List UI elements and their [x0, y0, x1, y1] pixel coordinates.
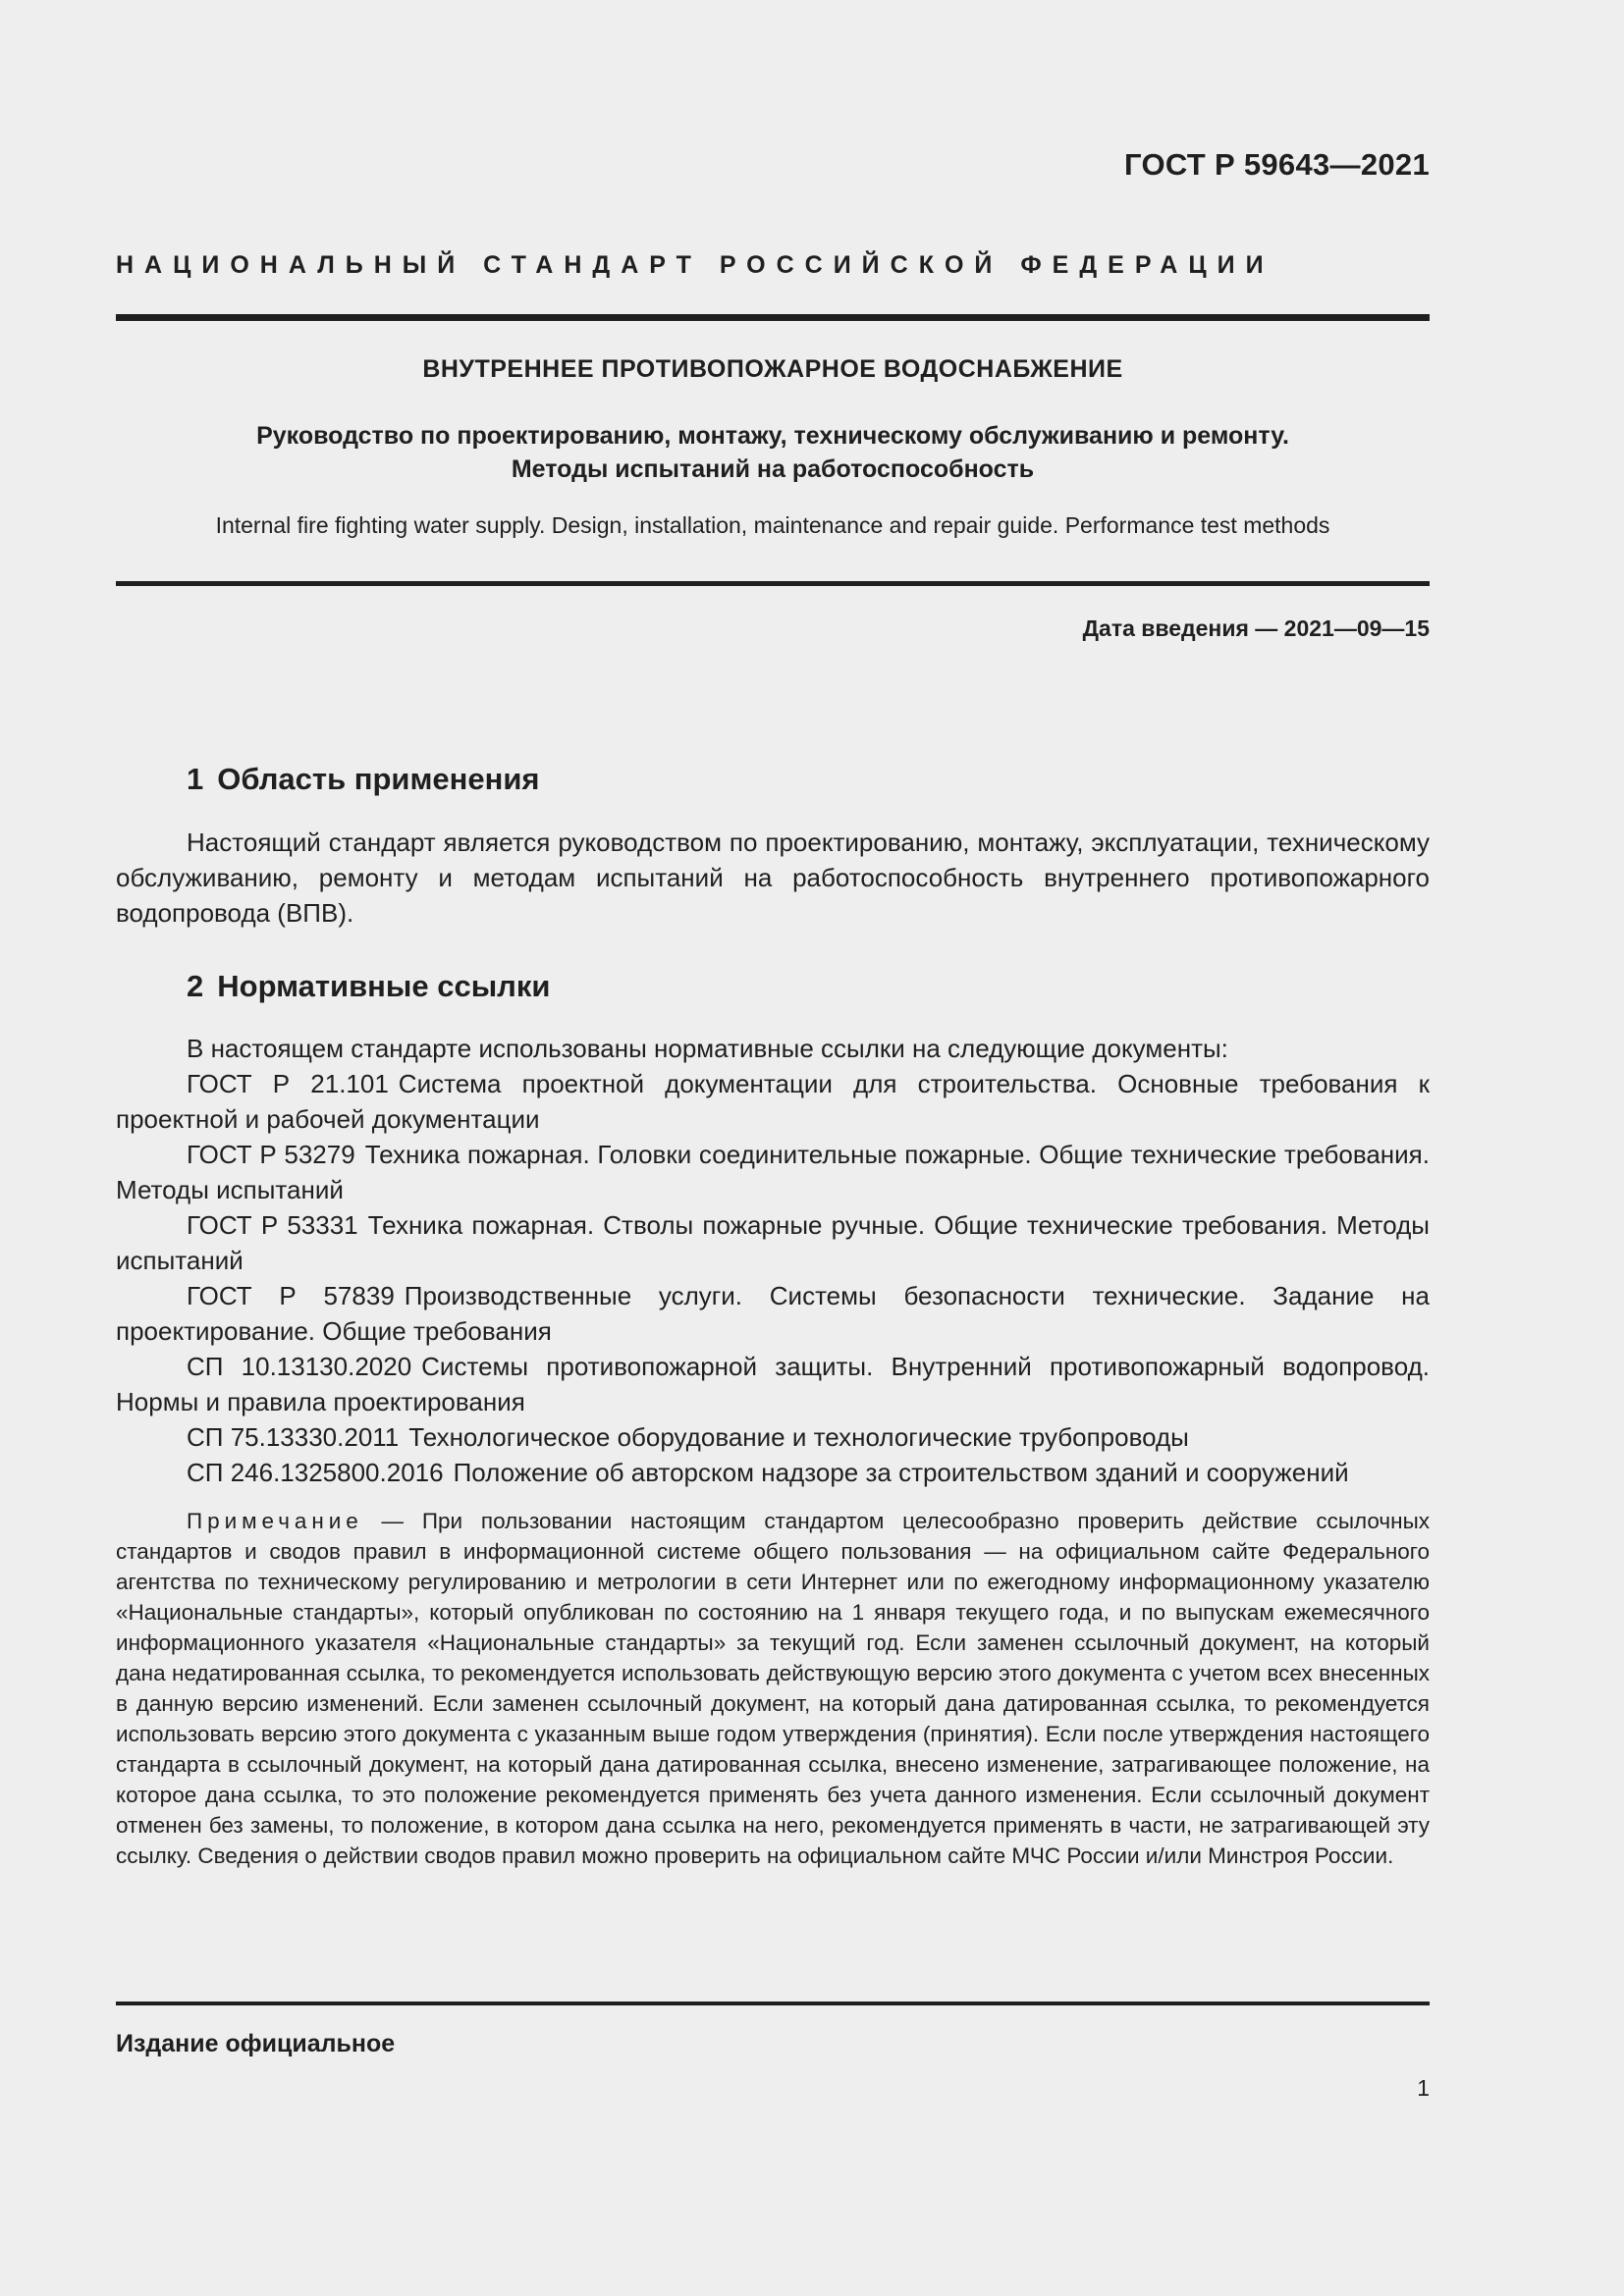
- note-paragraph: [116, 1506, 1430, 1871]
- reference-code: СП 75.13330.2011: [187, 1422, 400, 1452]
- edition-label: Издание официальное: [116, 2030, 396, 2057]
- reference-code: ГОСТ Р 57839: [187, 1281, 395, 1310]
- reference-item: [116, 1349, 1430, 1419]
- reference-item: [116, 1419, 1430, 1455]
- note-label: Примечание: [187, 1509, 363, 1533]
- standard-type: НАЦИОНАЛЬНЫЙ СТАНДАРТ РОССИЙСКОЙ ФЕДЕРАЦИИ: [116, 251, 1274, 279]
- document-title: ВНУТРЕННЕЕ ПРОТИВОПОЖАРНОЕ ВОДОСНАБЖЕНИЕ: [422, 355, 1123, 383]
- document-subtitle: [116, 419, 1430, 486]
- paragraph: Настоящий стандарт является руководством по проектированию, монтажу, эксплуатации, техническому обслуживанию, ремонту и методам испытаний на работоспособность внутреннего противопожарного водопровода (ВПВ).: [116, 828, 1430, 928]
- references-note: [116, 1506, 1430, 1871]
- reference-item: [116, 1137, 1430, 1207]
- reference-title: Система проектной документации для строительства. Основные требования к проектной и рабочей документации: [116, 1069, 1430, 1134]
- section-number: 1: [187, 762, 204, 796]
- reference-code: СП 246.1325800.2016: [187, 1458, 444, 1487]
- reference-item: [116, 1455, 1430, 1490]
- reference-code: СП 10.13130.2020: [187, 1352, 412, 1381]
- reference-title: Техника пожарная. Стволы пожарные ручные. Общие технические требования. Методы испытаний: [116, 1210, 1430, 1275]
- reference-code: ГОСТ Р 53279: [187, 1140, 355, 1169]
- english-title: Internal fire fighting water supply. Design, installation, maintenance and repair guide. Performance test methods: [215, 512, 1330, 538]
- section-2-heading: [187, 969, 550, 1004]
- section-title: Нормативные ссылки: [217, 969, 551, 1003]
- introduction-date: Дата введения — 2021—09—15: [1082, 615, 1430, 641]
- note-text: — При пользовании настоящим стандартом целесообразно проверить действие ссылочных стандартов и сводов правил в информационной системе общего пользования — на официальном сайте Федерального агентства по техническому регулированию и метрологии в сети Интернет или по ежегодному информационному указателю «Национальные стандарты», который опубликован по состоянию на 1 января текущего года, и по выпускам ежемесячного информационного указателя «Национальные стандарты» за текущий год. Если заменен ссылочный документ, на который дана недатированная ссылка, то рекомендуется использовать действующую версию этого документа с учетом всех внесенных в данную версию изменений. Если заменен ссылочный документ, на который дана датированная ссылка, то рекомендуется использовать версию этого документа с указанным выше годом утверждения (принятия). Если после утверждения настоящего стандарта в ссылочный документ, на который дана датированная ссылка, внесено изменение, затрагивающее положение, на которое дана ссылка, то это положение рекомендуется применять без учета данного изменения. Если ссылочный документ отменен без замены, то положение, в котором дана ссылка на него, рекомендуется применять в части, не затрагивающей эту ссылку. Сведения о действии сводов правил можно проверить на официальном сайте МЧС России и/или Минстроя России.: [116, 1509, 1430, 1868]
- reference-title: Положение об авторском надзоре за строительством зданий и сооружений: [453, 1458, 1349, 1487]
- reference-title: Технологическое оборудование и технологические трубопроводы: [408, 1422, 1189, 1452]
- middle-rule: [116, 581, 1430, 586]
- references-lead: В настоящем стандарте использованы нормативные ссылки на следующие документы:: [187, 1034, 1228, 1063]
- reference-item: [116, 1207, 1430, 1278]
- section-1-heading: [187, 762, 540, 797]
- subtitle-line-1: Руководство по проектированию, монтажу, техническому обслуживанию и ремонту.: [256, 422, 1289, 450]
- page-number: 1: [1417, 2075, 1430, 2101]
- standard-number: ГОСТ Р 59643—2021: [1124, 147, 1430, 182]
- document-page: [116, 0, 1430, 2296]
- section-title: Область применения: [217, 762, 540, 796]
- reference-title: Системы противопожарной защиты. Внутренний противопожарный водопровод. Нормы и правила проектирования: [116, 1352, 1430, 1416]
- section-1-body: [116, 825, 1430, 931]
- reference-code: ГОСТ Р 21.101: [187, 1069, 389, 1098]
- top-rule: [116, 314, 1430, 321]
- section-number: 2: [187, 969, 204, 1003]
- bottom-rule: [116, 2002, 1430, 2005]
- reference-title: Производственные услуги. Системы безопасности технические. Задание на проектирование. Общие требования: [116, 1281, 1430, 1346]
- references-list: [116, 1031, 1430, 1490]
- reference-item: [116, 1278, 1430, 1349]
- reference-item: [116, 1066, 1430, 1137]
- reference-title: Техника пожарная. Головки соединительные пожарные. Общие технические требования. Методы испытаний: [116, 1140, 1430, 1204]
- reference-code: ГОСТ Р 53331: [187, 1210, 358, 1240]
- subtitle-line-2: Методы испытаний на работоспособность: [511, 455, 1035, 483]
